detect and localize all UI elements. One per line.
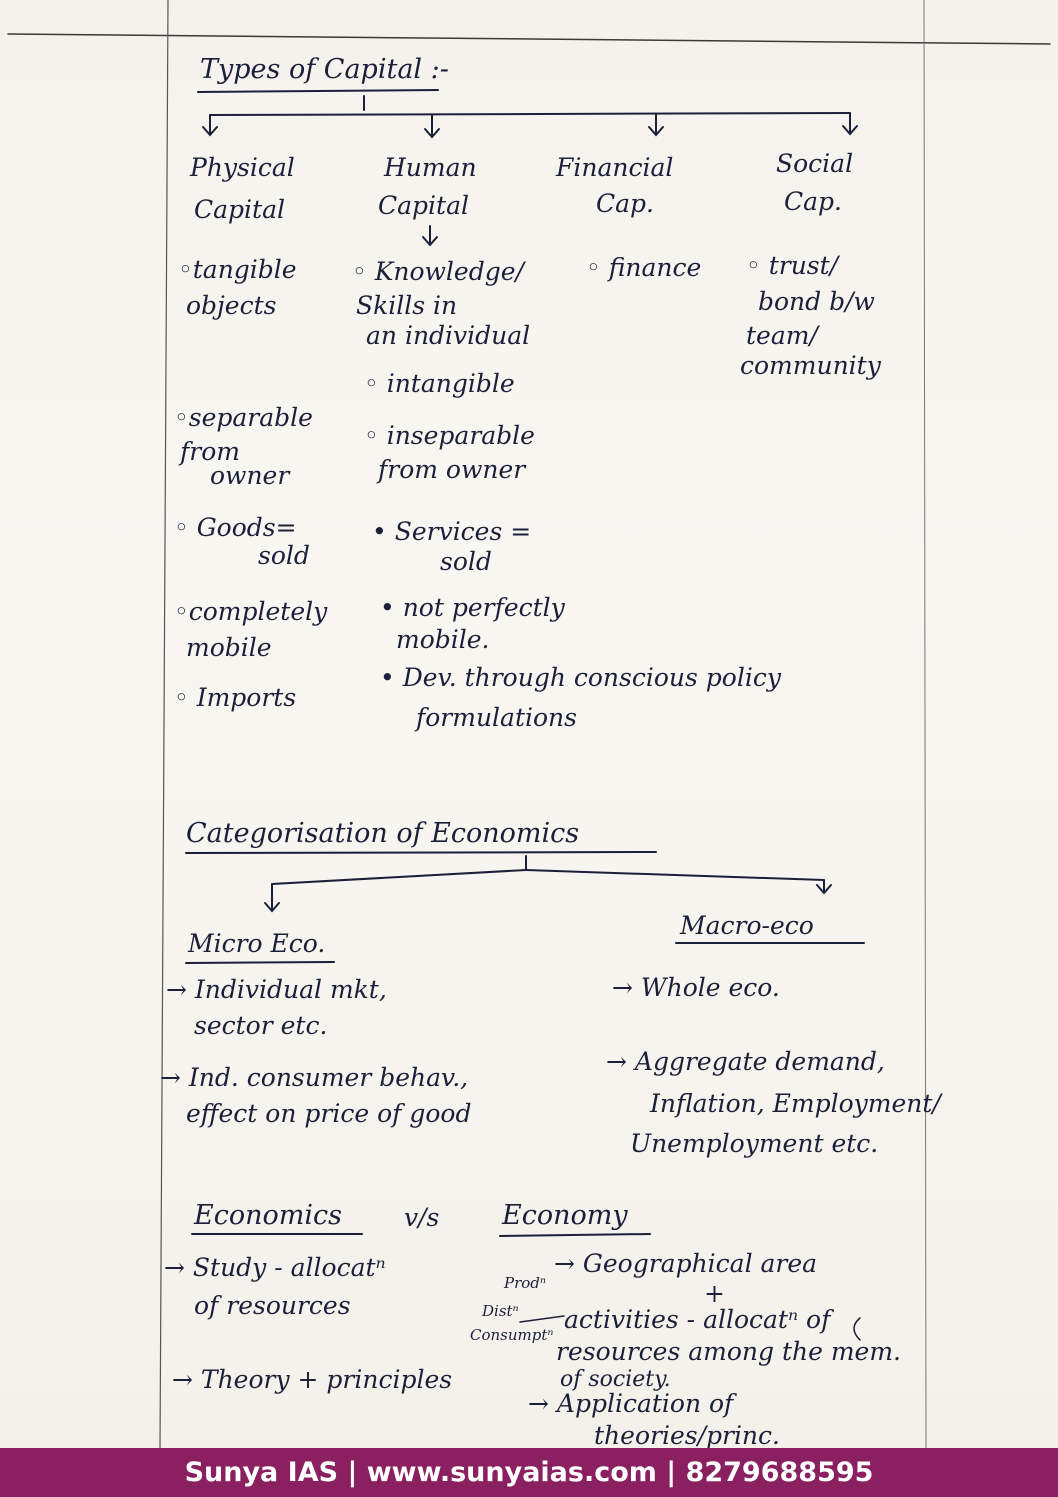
financial-point: ◦ finance [586, 253, 702, 282]
physical-point: from [180, 437, 240, 466]
physical-point: owner [210, 461, 290, 490]
economy-point: + [704, 1279, 725, 1308]
physical-point: sold [258, 541, 310, 570]
economy-point: activities - allocatⁿ of [564, 1305, 831, 1334]
economy-point: resources among the mem. [556, 1337, 902, 1366]
human-point: from owner [378, 455, 526, 484]
social-point: community [740, 351, 881, 380]
physical-capital-title-2: Capital [194, 195, 285, 224]
physical-point: ◦separable [174, 403, 313, 432]
side-note: Consumptⁿ [470, 1326, 554, 1344]
social-point: ◦ trust/ [746, 251, 839, 280]
social-point: team/ [746, 321, 818, 350]
economics-title: Economics [194, 1200, 342, 1231]
physical-point: ◦completely [174, 597, 328, 626]
micro-point: → Individual mkt, [166, 975, 387, 1004]
human-point: • not perfectly [380, 593, 565, 622]
macro-point: → Aggregate demand, [606, 1047, 885, 1076]
economy-point: → Geographical area [554, 1249, 818, 1278]
human-point: mobile. [396, 625, 490, 654]
physical-point: objects [186, 291, 277, 320]
micro-point: effect on price of good [186, 1099, 472, 1128]
social-capital-title: Social [776, 149, 854, 178]
categorisation-heading: Categorisation of Economics [186, 818, 580, 849]
human-point: • Services = [372, 517, 532, 546]
economy-point: theories/princ. [594, 1421, 780, 1448]
financial-capital-title-2: Cap. [596, 189, 654, 218]
macro-point: Unemployment etc. [630, 1129, 879, 1158]
macro-title: Macro-eco [680, 911, 814, 940]
human-point: ◦ intangible [364, 369, 515, 398]
physical-point: ◦tangible [178, 255, 297, 284]
human-point: ◦ Knowledge/ [352, 257, 524, 286]
side-note: Prodⁿ [504, 1274, 546, 1292]
footer-banner: Sunya IAS | www.sunyaias.com | 8279688595 [0, 1448, 1058, 1497]
types-of-capital-heading: Types of Capital :- [200, 54, 449, 85]
human-point: ◦ inseparable [364, 421, 535, 450]
human-point: formulations [416, 703, 577, 732]
human-capital-title: Human [384, 153, 477, 182]
side-note: Distⁿ [482, 1302, 519, 1320]
economics-point: → Study - allocatⁿ [164, 1253, 386, 1282]
economics-point: of resources [194, 1291, 351, 1320]
physical-point: mobile [186, 633, 272, 662]
economy-title: Economy [502, 1200, 628, 1231]
micro-point: → Ind. consumer behav., [160, 1063, 469, 1092]
macro-point: Inflation, Employment/ [650, 1089, 941, 1118]
physical-point: ◦ Goods= [174, 513, 297, 542]
economy-point: → Application of [528, 1389, 734, 1418]
financial-capital-title: Financial [556, 153, 674, 182]
vs-label: v/s [404, 1203, 440, 1232]
human-point: Skills in [356, 291, 458, 320]
physical-capital-title: Physical [190, 153, 295, 182]
social-point: bond b/w [758, 287, 875, 316]
human-point: sold [440, 547, 492, 576]
human-capital-title-2: Capital [378, 191, 469, 220]
micro-point: sector etc. [194, 1011, 328, 1040]
economy-point: of society. [560, 1367, 671, 1392]
economics-point: → Theory + principles [172, 1365, 453, 1394]
social-capital-title-2: Cap. [784, 187, 842, 216]
human-point: an individual [366, 321, 531, 350]
micro-title: Micro Eco. [188, 929, 326, 958]
human-point: • Dev. through conscious policy [380, 663, 781, 692]
macro-point: → Whole eco. [612, 973, 780, 1002]
physical-point: ◦ Imports [174, 683, 297, 712]
